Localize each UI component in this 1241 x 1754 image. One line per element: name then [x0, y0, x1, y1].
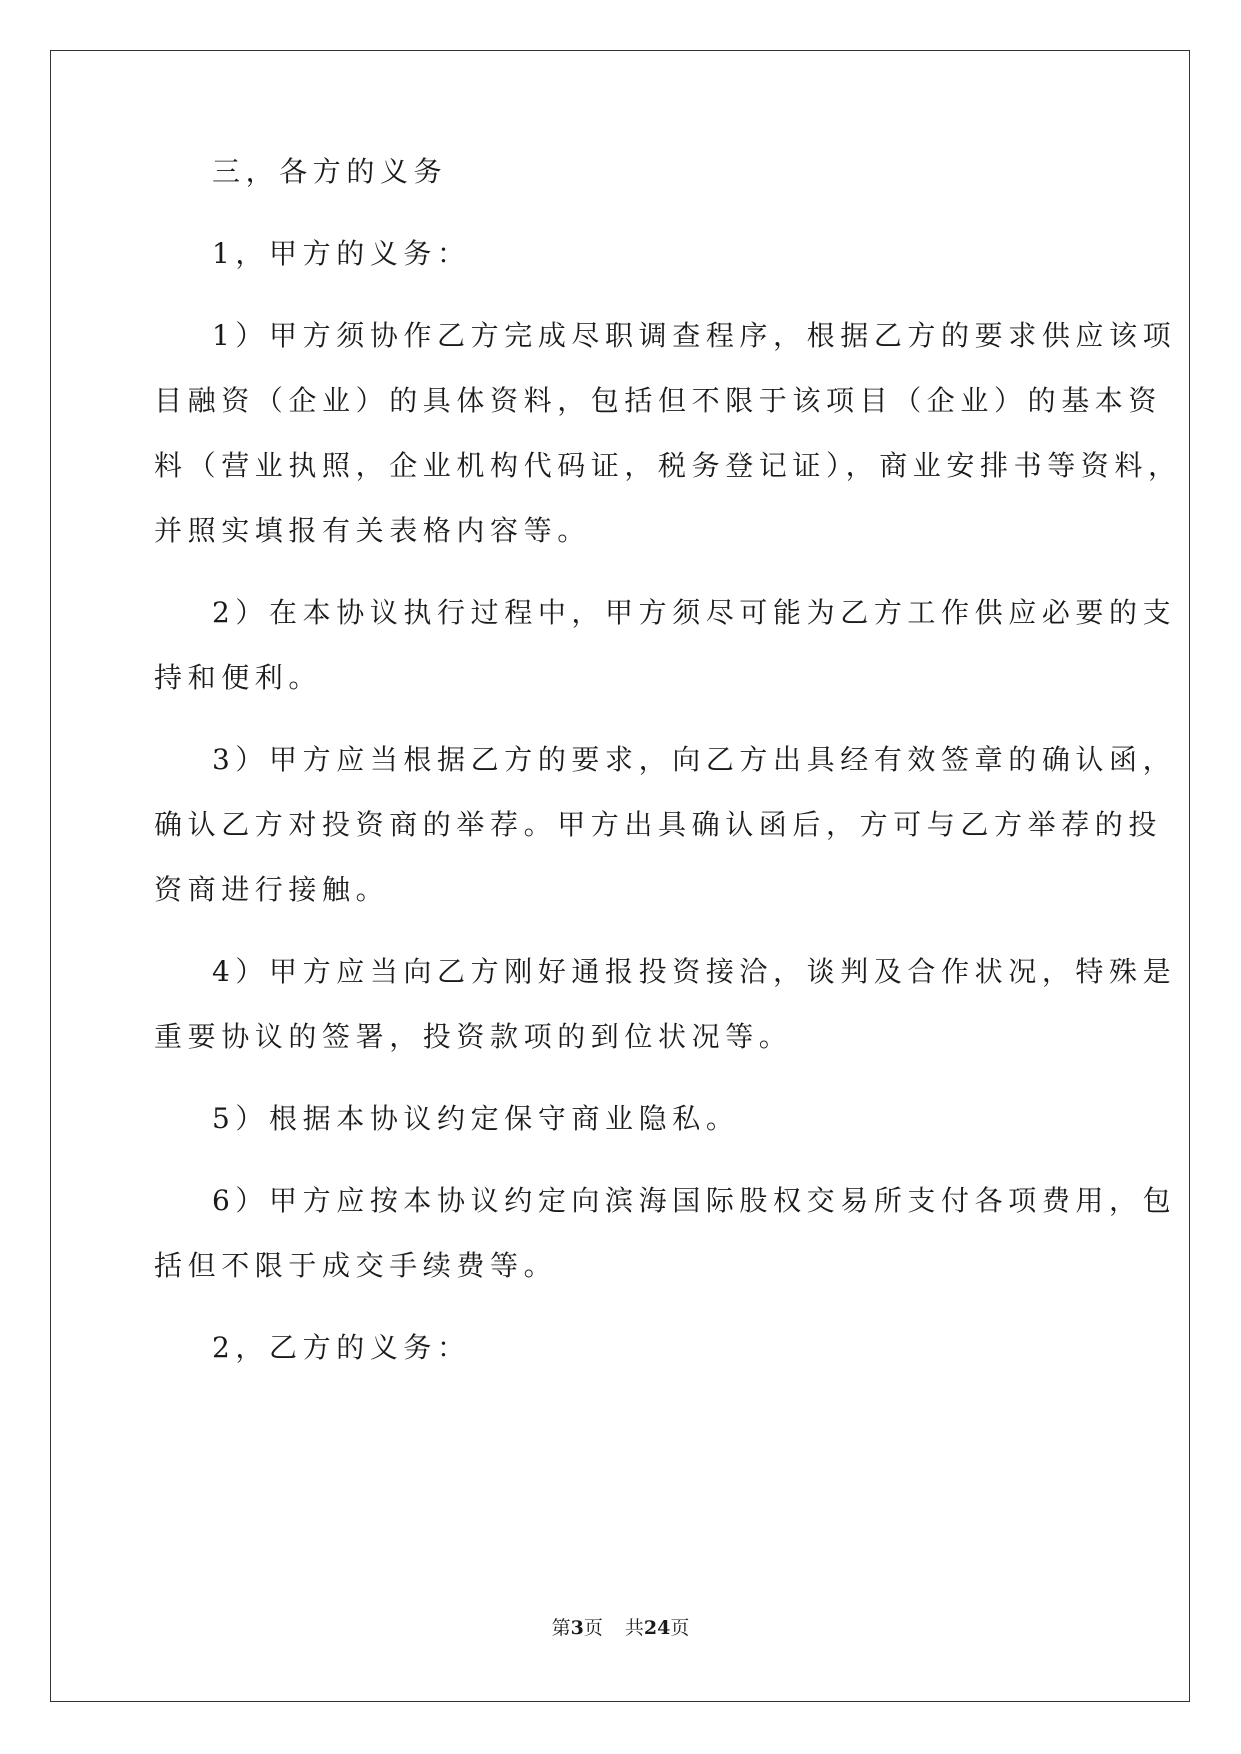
paragraph-line: 2）在本协议执行过程中，甲方须尽可能为乙方工作供应必要的支 [212, 596, 1177, 629]
paragraph-line: 确认乙方对投资商的举荐。甲方出具确认函后，方可与乙方举荐的投 [154, 808, 1163, 841]
total-suffix: 页 [670, 1617, 690, 1639]
total-pages: 24 [643, 1617, 671, 1639]
paragraph-line: 5）根据本协议约定保守商业隐私。 [212, 1102, 740, 1135]
subsection-heading-party-a: 1，甲方的义务： [212, 237, 471, 270]
paragraph-line: 括但不限于成交手续费等。 [154, 1249, 558, 1282]
page-suffix: 页 [583, 1617, 603, 1639]
paragraph-line: 4）甲方应当向乙方刚好通报投资接洽，谈判及合作状况，特殊是 [212, 955, 1177, 988]
paragraph-line: 持和便利。 [154, 661, 323, 694]
subsection-heading-party-b: 2，乙方的义务： [212, 1331, 471, 1364]
paragraph-line: 1）甲方须协作乙方完成尽职调查程序，根据乙方的要求供应该项 [212, 319, 1177, 352]
paragraph-line: 料（营业执照，企业机构代码证，税务登记证），商业安排书等资料， [154, 449, 1182, 482]
section-heading-obligations: 三，各方的义务 [212, 155, 448, 188]
paragraph-line: 目融资（企业）的具体资料，包括但不限于该项目（企业）的基本资 [154, 384, 1163, 417]
page-footer [0, 1616, 1241, 1640]
paragraph-line: 并照实填报有关表格内容等。 [154, 514, 591, 547]
paragraph-line: 重要协议的签署，投资款项的到位状况等。 [154, 1020, 793, 1053]
paragraph-line: 6）甲方应按本协议约定向滨海国际股权交易所支付各项费用，包 [212, 1184, 1177, 1217]
paragraph-line: 3）甲方应当根据乙方的要求，向乙方出具经有效签章的确认函， [212, 743, 1177, 776]
page-prefix: 第 [551, 1617, 571, 1639]
page-number: 3 [570, 1617, 584, 1639]
paragraph-line: 资商进行接触。 [154, 873, 390, 906]
total-prefix: 共 [624, 1617, 644, 1639]
